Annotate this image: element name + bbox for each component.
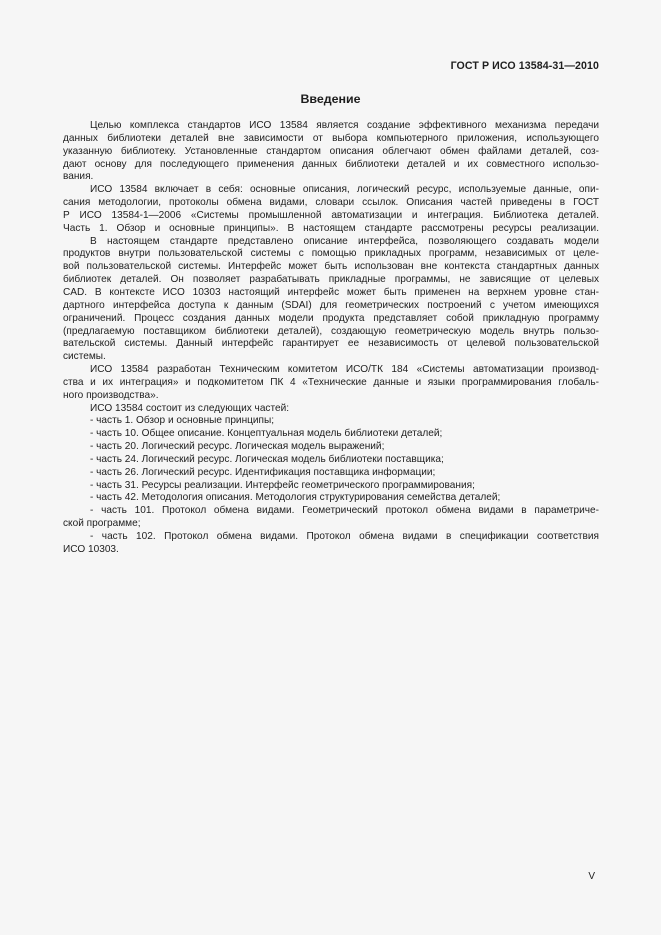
text-line: Р ИСО 13584-1—2006 «Системы промышленной автоматизации и интеграция. Библиотека деталей. bbox=[63, 209, 599, 221]
text-line: ства и их интеграция» и подкомитетом ПК 4 «Технические данные и языки программирования глобаль- bbox=[63, 376, 599, 388]
text-line: Часть 1. Обзор и основные принципы». В настоящем стандарте рассмотрены ресурсы реализации. bbox=[63, 222, 599, 234]
text-line: - часть 1. Обзор и основные принципы; bbox=[90, 415, 275, 427]
text-line: сания методологии, протоколы обмена видами, словари ссылок. Описания частей приведены в ГОСТ bbox=[63, 197, 599, 209]
text-line: - часть 31. Ресурсы реализации. Интерфейс геометрического программирования; bbox=[90, 479, 475, 491]
text-line: ИСО 13584 состоит из следующих частей: bbox=[90, 402, 290, 414]
text-line: - часть 102. Протокол обмена видами. Протокол обмена видами в спецификации соответствия bbox=[90, 531, 599, 542]
text-line: - часть 26. Логический ресурс. Идентификация поставщика информации; bbox=[90, 466, 436, 478]
text-line: CAD. В контексте ИСО 10303 настоящий интерфейс может быть применен на верхнем уровне стан- bbox=[63, 286, 599, 298]
page-number: V bbox=[588, 871, 595, 882]
text-line: ИСО 10303. bbox=[63, 543, 119, 555]
text-line: ИСО 13584 включает в себя: основные описания, логический ресурс, используемые данные, опи- bbox=[90, 184, 599, 196]
text-line: вания. bbox=[63, 171, 94, 183]
text-line: - часть 101. Протокол обмена видами. Геометрический протокол обмена видами в параметриче- bbox=[90, 505, 599, 517]
text-line: ограничений. Процесс создания данных модели продукта представляет собой прикладную программу bbox=[63, 312, 599, 324]
text-line: - часть 42. Методология описания. Методология структурирования семейства деталей; bbox=[90, 492, 501, 504]
text-line: дартного интерфейса доступа к данным (SDAI) для геометрических построений с учетом имеющихся bbox=[63, 299, 599, 311]
text-line: (предлагаемую поставщиком библиотеки деталей), создающую геометрическую модель внутрь пользо- bbox=[63, 325, 599, 337]
text-line: - часть 10. Общее описание. Концептуальная модель библиотеки деталей; bbox=[90, 428, 443, 440]
text-line: системы. bbox=[63, 351, 106, 363]
text-line: - часть 24. Логический ресурс. Логическая модель библиотеки поставщика; bbox=[90, 453, 444, 465]
document-number-header: ГОСТ Р ИСО 13584-31—2010 bbox=[450, 60, 599, 72]
text-line: дают основу для последующего применения данных библиотеки деталей и их совместного использо- bbox=[63, 158, 599, 170]
introduction-text bbox=[63, 120, 599, 557]
text-line: ИСО 13584 разработан Техническим комитетом ИСО/ТК 184 «Системы автоматизации производ- bbox=[90, 364, 599, 376]
text-line: указанную библиотеку. Установленные стандартом описания облегчают обмен файлами деталей, соз- bbox=[63, 145, 599, 157]
text-line: В настоящем стандарте представлено описание интерфейса, позволяющего создавать модели bbox=[90, 235, 599, 247]
text-line: данных библиотеки деталей вне зависимости от выбора компьютерного приложения, использующего bbox=[63, 132, 599, 144]
text-line: библиотек деталей. Он позволяет разрабатывать прикладные программы, не зависящие от целевых bbox=[63, 274, 599, 286]
text-line: Целью комплекса стандартов ИСО 13584 является создание эффективного механизма передачи bbox=[90, 120, 599, 131]
text-line: вой пользовательской системы. Интерфейс может быть использован вне контекста стандартных данных bbox=[63, 261, 599, 273]
text-line: ской программе; bbox=[63, 518, 141, 530]
text-line: продуктов внутри пользовательской системы с помощью прикладных программ, независимых от целе- bbox=[63, 248, 599, 260]
section-title: Введение bbox=[300, 92, 361, 106]
text-line: вательской системы. Данный интерфейс гарантирует ее независимость от целевой пользовательской bbox=[63, 338, 599, 350]
text-line: - часть 20. Логический ресурс. Логическая модель выражений; bbox=[90, 441, 385, 453]
text-line: ного производства». bbox=[63, 389, 159, 401]
